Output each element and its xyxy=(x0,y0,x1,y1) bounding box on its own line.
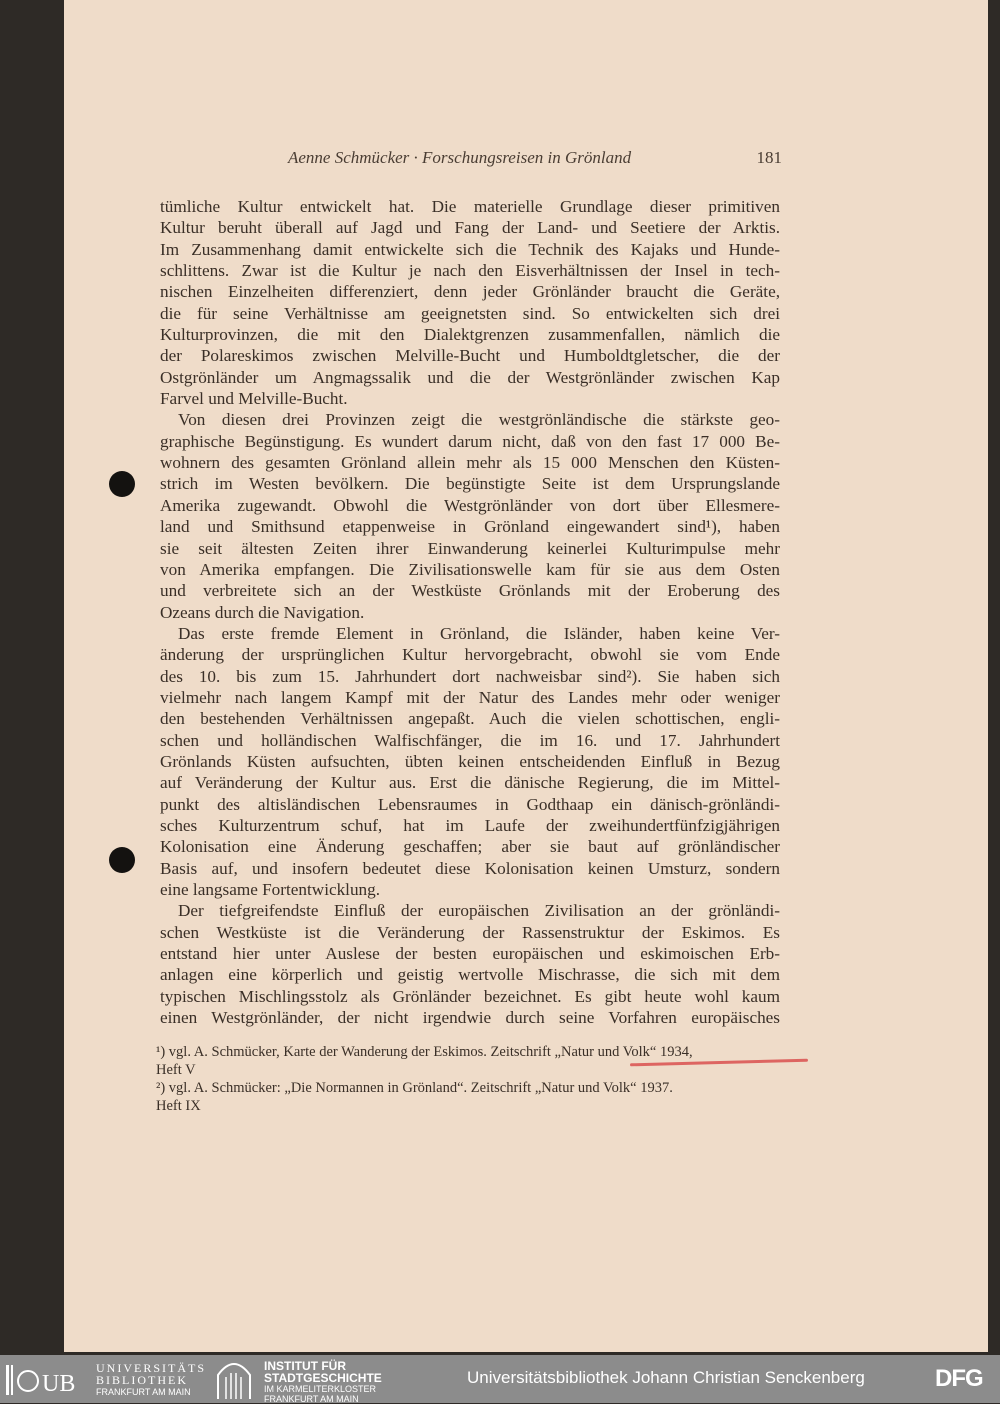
text-line: Ozeans durch die Navigation. xyxy=(160,602,365,622)
text-line: typischen Mischlingsstolz als Grönländer bezeichnet. Es gibt heute wohl kaum xyxy=(160,986,780,1006)
body-text xyxy=(160,196,780,1028)
punch-hole xyxy=(109,471,135,497)
ub-line-2: BIBLIOTHEK xyxy=(96,1373,188,1387)
text-line: wohnern des gesamten Grönland allein mehr als 15 000 Menschen den Küsten- xyxy=(160,453,780,473)
footer-bar xyxy=(0,1355,1000,1403)
ub-logo xyxy=(4,1361,84,1397)
text-line: auf Veränderung der Kultur aus. Erst die dänische Regierung, die im Mittel- xyxy=(160,773,780,793)
text-line: des 10. bis zum 15. Jahrhundert dort nachweisbar sind²). Sie haben sich xyxy=(160,666,780,686)
isg-line-3: IM KARMELITERKLOSTER xyxy=(264,1384,377,1394)
text-line: schen und holländischen Walfischfänger, die im 16. und 17. Jahrhundert xyxy=(160,730,780,750)
text-line: punkt des altisländischen Lebensraumes in Godthaap ein dänisch-grönländi- xyxy=(160,794,780,814)
text-line: die für seine Verhältnisse am geeignetsten sind. So entwickelten sich drei xyxy=(160,303,780,323)
text-line: von Amerika empfangen. Die Zivilisationswelle kam für sie aus dem Osten xyxy=(160,559,780,579)
text-line: Grönlands Küsten aufsuchten, übten keinen entscheidenden Einfluß in Bezug xyxy=(160,751,780,771)
isg-line-4: FRANKFURT AM MAIN xyxy=(264,1394,359,1404)
text-line: schen Westküste ist die Veränderung der Rassenstruktur der Eskimos. Es xyxy=(160,922,780,942)
text-line: der Polareskimos zwischen Melville-Bucht und Humboldtgletscher, die der xyxy=(160,346,780,366)
text-line: land und Smithsund etappenweise in Grönland eingewandert sind¹), haben xyxy=(160,517,780,537)
text-line: sie seit ältesten Zeiten ihrer Einwanderung keinerlei Kulturimpulse mehr xyxy=(160,538,780,558)
text-line: Kolonisation eine Änderung geschaffen; aber sie baut auf grönländischer xyxy=(160,837,780,857)
footnote-2-cont: Heft IX xyxy=(156,1098,201,1114)
text-line: Das erste fremde Element in Grönland, die Isländer, haben keine Ver- xyxy=(178,623,780,643)
text-line: Der tiefgreifendste Einfluß der europäischen Zivilisation an der grönländi- xyxy=(178,901,780,921)
dfg-logo: DFG xyxy=(935,1365,983,1392)
isg-line-1: INSTITUT FÜR xyxy=(264,1359,346,1373)
text-line: einen Westgrönländer, der nicht irgendwie durch seine Vorfahren europäisches xyxy=(160,1008,780,1028)
text-line: Kulturprovinzen, die mit den Dialektgrenzen zusammenfallen, nämlich die xyxy=(160,325,780,345)
text-line: entstand hier unter Auslese der besten europäischen und eskimoischen Erb- xyxy=(160,944,780,964)
text-line: Amerika zugewandt. Obwohl die Westgrönländer von dort über Ellesmere- xyxy=(160,495,780,515)
text-line: sches Kulturzentrum schuf, hat im Laufe der zweihundertfünfzigjährigen xyxy=(160,815,780,835)
text-line: nischen Einzelheiten differenziert, denn jeder Grönländer braucht die Geräte, xyxy=(160,282,780,302)
running-header xyxy=(160,148,782,172)
text-line: strich im Westen bevölkern. Die begünstigte Seite ist dem Ursprungslande xyxy=(160,474,780,494)
svg-text:UB: UB xyxy=(42,1371,76,1397)
text-line: anlagen eine körperlich und geistig wertvolle Mischrasse, die sich mit dem xyxy=(160,965,780,985)
text-line: änderung der ursprünglichen Kultur hervorgebracht, obwohl sie vom Ende xyxy=(160,645,780,665)
footnote-1-cont: Heft V xyxy=(156,1062,196,1078)
text-line: schlittens. Zwar ist die Kultur je nach den Eisverhältnissen der Insel in tech- xyxy=(160,261,780,281)
text-line: Ostgrönländer um Angmagssalik und die der Westgrönländer zwischen Kap xyxy=(160,367,780,387)
running-title: Aenne Schmücker · Forschungsreisen in Grönland xyxy=(288,148,632,167)
footnote-1: ¹) vgl. A. Schmücker, Karte der Wanderung der Eskimos. Zeitschrift „Natur und Volk“ 1934, xyxy=(156,1044,693,1060)
ub-line-1: UNIVERSITÄTS xyxy=(96,1361,206,1375)
arch-logo-icon xyxy=(214,1359,254,1399)
footnote-2: ²) vgl. A. Schmücker: „Die Normannen in Grönland“. Zeitschrift „Natur und Volk“ 1937. xyxy=(156,1080,673,1096)
isg-wordmark xyxy=(264,1360,382,1404)
text-line: Von diesen drei Provinzen zeigt die westgrönländische die stärkste geo- xyxy=(178,410,780,430)
text-line: und verbreitete sich an der Westküste Grönlands mit der Eroberung des xyxy=(160,581,780,601)
library-name: Universitätsbibliothek Johann Christian Senckenberg xyxy=(467,1368,865,1387)
punch-hole xyxy=(109,847,135,873)
text-line: Im Zusammenhang damit entwickelte sich die Technik des Kajaks und Hunde- xyxy=(160,239,780,259)
ub-line-3: FRANKFURT AM MAIN xyxy=(96,1387,191,1397)
text-line: den bestehenden Verhältnissen angepaßt. Auch die vielen schottischen, engli- xyxy=(160,709,780,729)
ub-wordmark xyxy=(96,1362,206,1398)
text-line: Kultur beruht überall auf Jagd und Fang der Land- und Seetiere der Arktis. xyxy=(160,218,780,238)
text-line: tümliche Kultur entwickelt hat. Die materielle Grundlage dieser primitiven xyxy=(160,197,780,216)
isg-line-2: STADTGESCHICHTE xyxy=(264,1371,382,1385)
footnotes xyxy=(156,1043,786,1115)
page-number: 181 xyxy=(756,148,782,167)
text-line: vielmehr nach langem Kampf mit der Natur des Landes mehr oder weniger xyxy=(160,687,780,707)
text-line: Farvel und Melville-Bucht. xyxy=(160,389,348,409)
text-line: graphische Begünstigung. Es wundert darum nicht, daß von den fast 17 000 Be- xyxy=(160,431,780,451)
text-line: eine langsame Fortentwicklung. xyxy=(160,880,381,899)
text-line: Basis auf, und insofern bedeutet diese Kolonisation keinen Umsturz, sondern xyxy=(160,858,780,878)
